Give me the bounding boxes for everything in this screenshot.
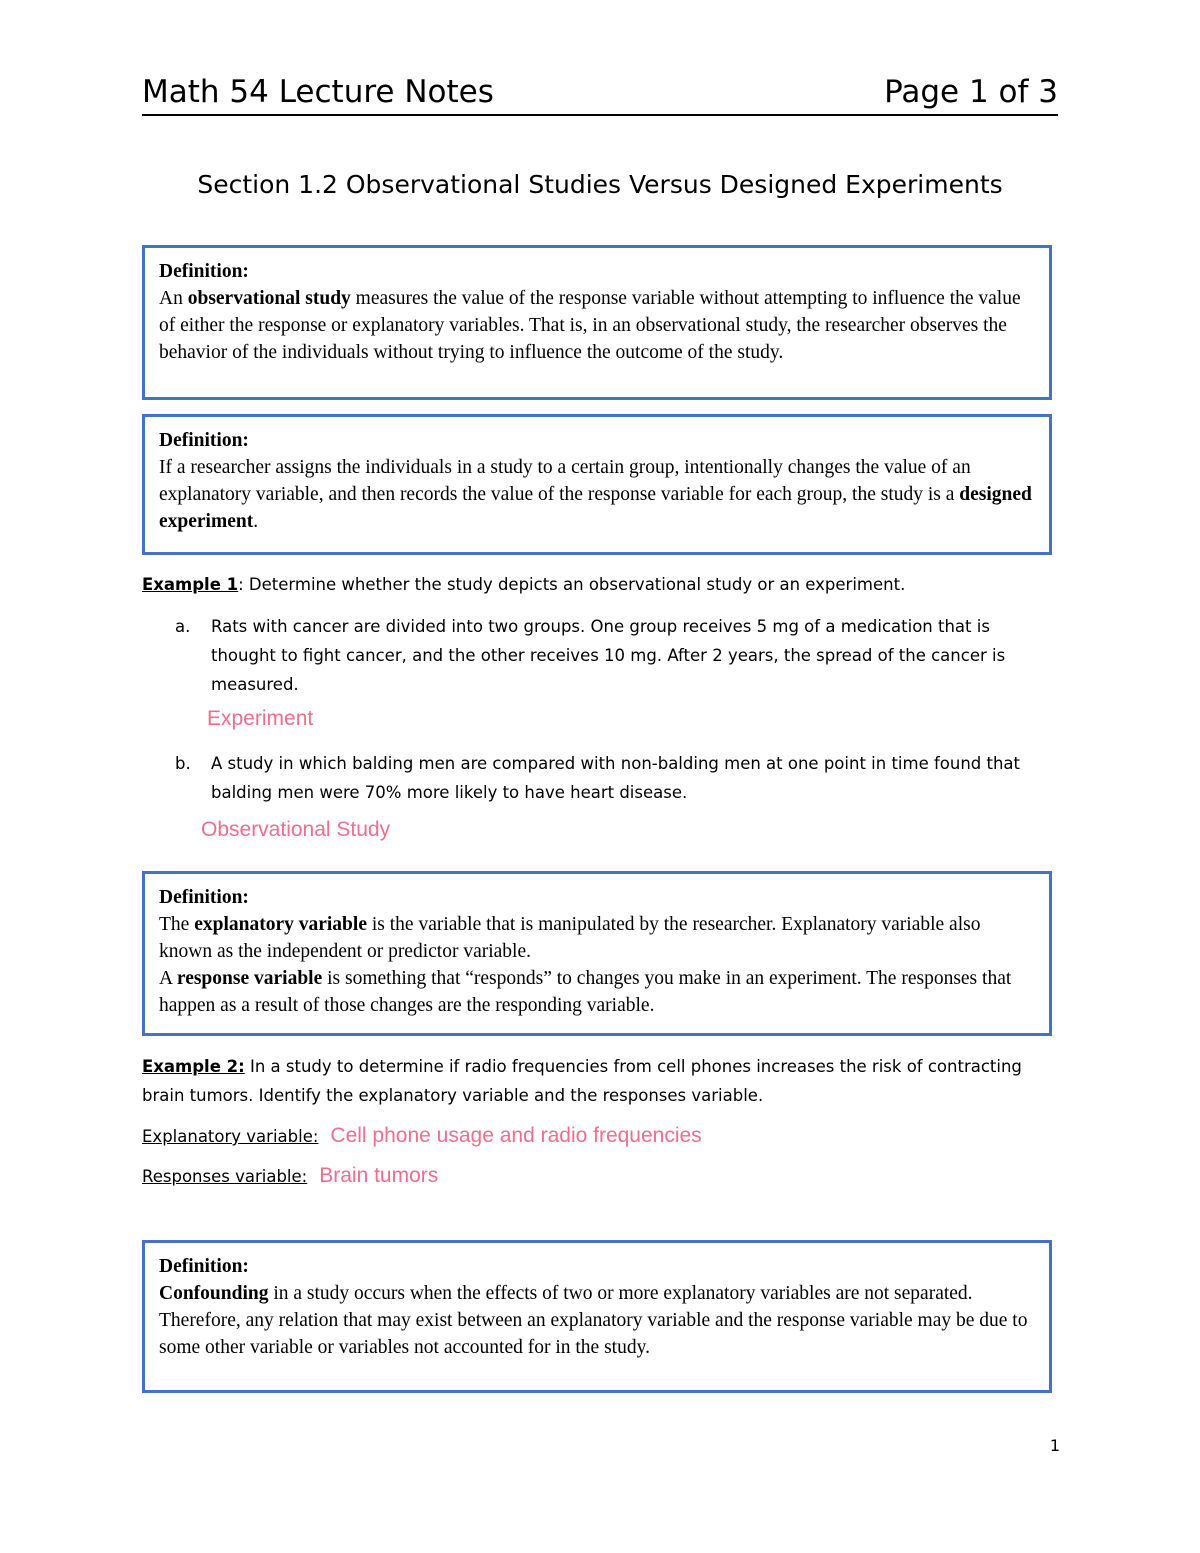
item-marker: a. xyxy=(175,617,191,636)
example-2-label: Example 2: xyxy=(142,1057,245,1076)
definition-text-response: A response variable is something that “responds” to changes you make in an experiment. The responses that happen as a result of those changes are the responding variable. xyxy=(159,968,1012,1016)
definition-label: Definition: xyxy=(159,887,249,908)
definition-variables-box xyxy=(142,871,1052,1036)
definition-text: An observational study measures the value of the response variable without attempting to influence the value of either the response or explanatory variables. That is, in an observational study, the researcher observes the behavior of the individuals without trying to influence the outcome of the study. xyxy=(159,288,1021,363)
explanatory-variable-answer: Cell phone usage and radio frequencies xyxy=(330,1124,702,1147)
definition-observational-box xyxy=(142,245,1052,400)
definition-experiment-box xyxy=(142,414,1052,555)
definition-term: observational study xyxy=(187,288,351,309)
response-variable-line xyxy=(142,1161,438,1191)
example-1-item-a xyxy=(175,612,1055,699)
explanatory-variable-label: Explanatory variable: xyxy=(142,1127,319,1146)
definition-text: Confounding in a study occurs when the effects of two or more explanatory variables are not separated. Therefore, any relation that may exist between an explanatory variable and the response variable may be due to some other variable or variables not accounted for in the study. xyxy=(159,1283,1028,1358)
explanatory-variable-line xyxy=(142,1121,702,1151)
response-variable-answer: Brain tumors xyxy=(319,1164,439,1187)
definition-label: Definition: xyxy=(159,1256,249,1277)
definition-confounding-box xyxy=(142,1240,1052,1393)
definition-term: response variable xyxy=(176,968,323,989)
header-page-indicator: Page 1 of 3 xyxy=(884,74,1058,110)
item-text: A study in which balding men are compared with non-balding men at one point in time found that balding men were 70% more likely to have heart disease. xyxy=(211,754,1021,802)
answer-experiment: Experiment xyxy=(207,707,314,730)
item-marker: b. xyxy=(175,754,191,773)
example-2-prompt: Example 2: In a study to determine if radio frequencies from cell phones increases the risk of contracting brain tumors. Identify the explanatory variable and the responses variable. xyxy=(142,1057,1022,1105)
definition-term: explanatory variable xyxy=(194,914,367,935)
example-1-label: Example 1 xyxy=(142,575,239,594)
response-variable-label: Responses variable: xyxy=(142,1167,308,1186)
item-text: Rats with cancer are divided into two groups. One group receives 5 mg of a medication that is thought to fight cancer, and the other receives 10 mg. After 2 years, the spread of the cancer is measured. xyxy=(211,617,1006,694)
header-title: Math 54 Lecture Notes xyxy=(142,74,494,110)
answer-observational-study: Observational Study xyxy=(201,818,391,841)
definition-label: Definition: xyxy=(159,261,249,282)
definition-term: designed experiment xyxy=(159,484,1032,532)
example-1-item-b xyxy=(175,749,1055,807)
definition-label: Definition: xyxy=(159,430,249,451)
definition-text-explanatory: The explanatory variable is the variable that is manipulated by the researcher. Explanatory variable also known as the independent or predictor variable. xyxy=(159,914,981,962)
definition-text: If a researcher assigns the individuals in a study to a certain group, intentionally changes the value of an explanatory variable, and then records the value of the response variable for each group, the study is a designed experiment. xyxy=(159,457,1032,532)
section-title: Section 1.2 Observational Studies Versus Designed Experiments xyxy=(197,170,1003,199)
definition-term: Confounding xyxy=(159,1283,269,1304)
page-header xyxy=(142,74,1058,116)
footer-page-number: 1 xyxy=(1049,1436,1060,1455)
example-1-prompt: Example 1: Determine whether the study depicts an observational study or an experiment. xyxy=(142,575,906,594)
